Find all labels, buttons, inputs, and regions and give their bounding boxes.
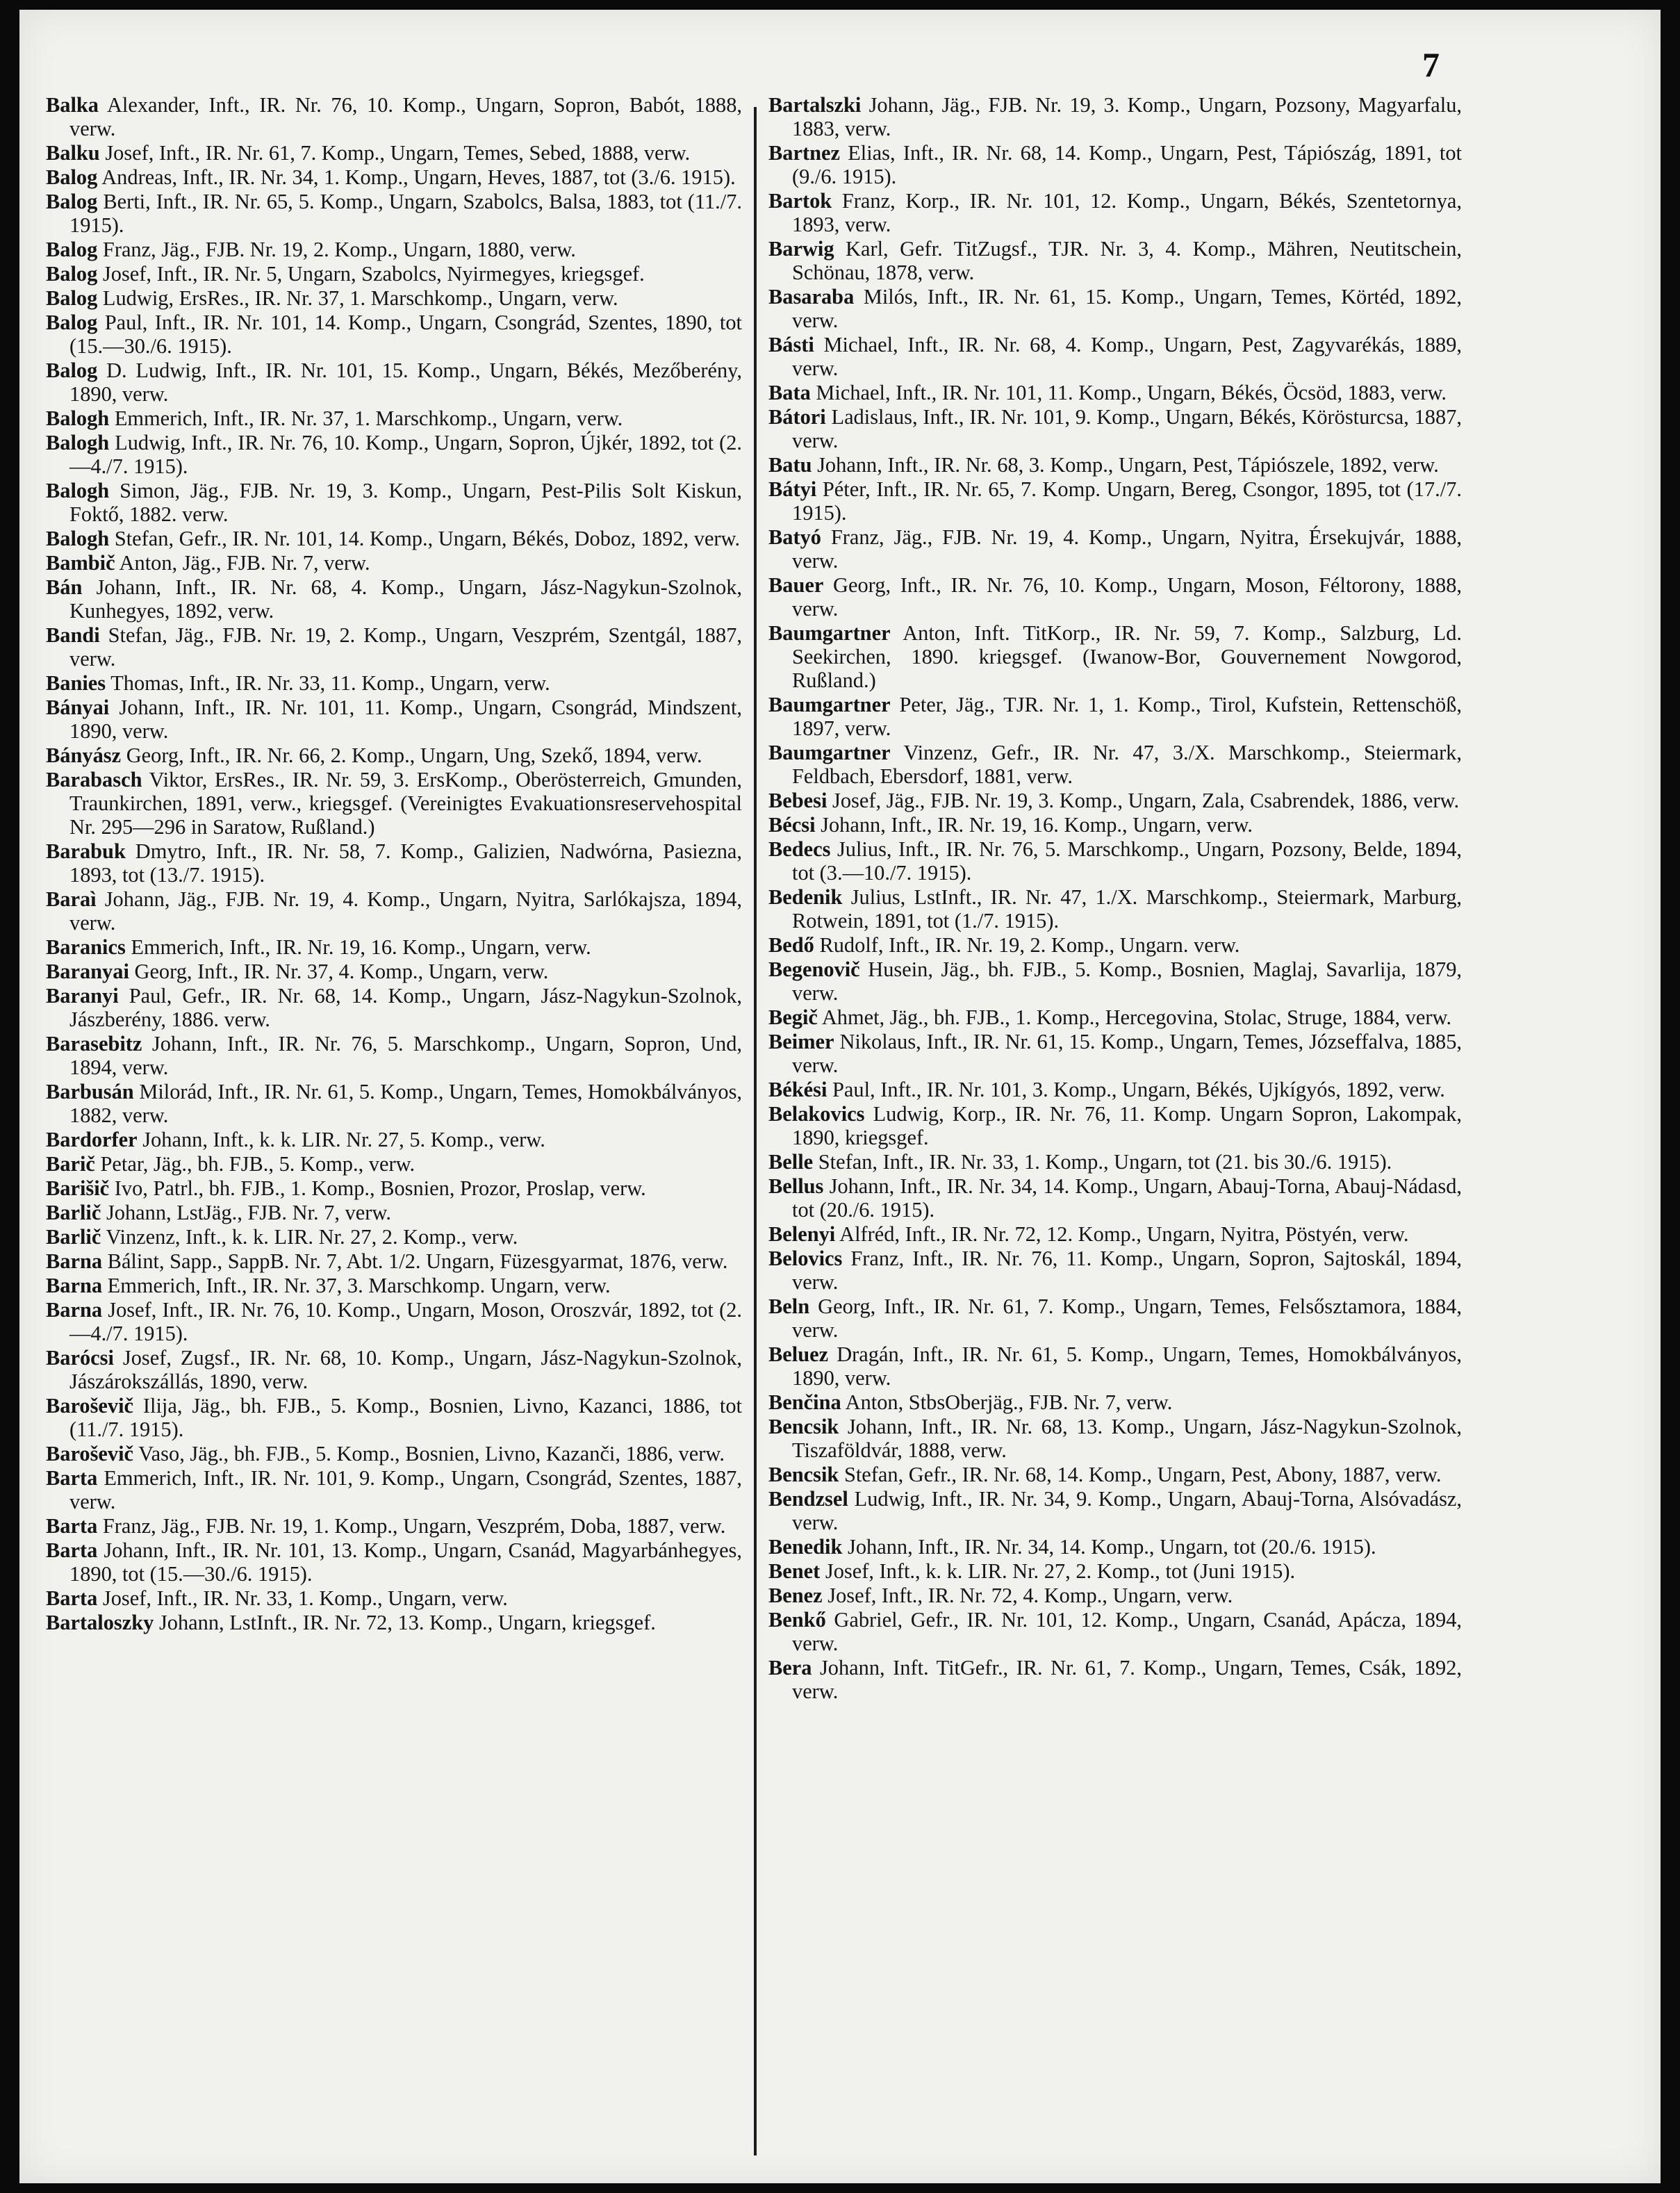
list-item: [46, 479, 742, 526]
surname: Bartaloszky: [46, 1611, 154, 1634]
entry-details: Anton, StbsOberjäg., FJB. Nr. 7, verw.: [845, 1390, 1173, 1414]
surname: Barič: [46, 1152, 95, 1176]
entry-details: Ilija, Jäg., bh. FJB., 5. Komp., Bosnien, Livno, Kazanci, 1886, tot (11./7. 1915).: [69, 1394, 742, 1441]
surname: Bedecs: [768, 837, 831, 861]
surname: Balog: [46, 238, 98, 261]
surname: Bendzsel: [768, 1487, 848, 1511]
entry-details: Elias, Inft., IR. Nr. 68, 14. Komp., Ungarn, Pest, Tápiószág, 1891, tot (9./6. 1915).: [792, 141, 1462, 188]
entry-details: Dmytro, Inft., IR. Nr. 58, 7. Komp., Galizien, Nadwórna, Pasiezna, 1893, tot (13./7. 1915).: [69, 839, 742, 887]
list-item: [46, 527, 742, 550]
list-item: [768, 141, 1462, 188]
surname: Bányai: [46, 696, 110, 719]
surname: Barta: [46, 1466, 98, 1490]
list-item: [768, 93, 1462, 140]
list-item: [46, 960, 742, 983]
entry-details: Georg, Inft., IR. Nr. 76, 10. Komp., Ungarn, Moson, Féltorony, 1888, verw.: [792, 573, 1462, 621]
list-item: [46, 141, 742, 165]
list-item: [46, 1152, 742, 1176]
list-item: [768, 958, 1462, 1005]
surname: Benedik: [768, 1535, 843, 1559]
surname: Bán: [46, 575, 83, 599]
list-item: [46, 935, 742, 959]
surname: Balog: [46, 190, 98, 213]
list-item: [46, 93, 742, 140]
list-item: [46, 165, 742, 189]
entry-details: Michael, Inft., IR. Nr. 101, 11. Komp., Ungarn, Békés, Öcsöd, 1883, verw.: [816, 381, 1447, 404]
surname: Barasebitz: [46, 1032, 142, 1056]
entry-details: Johann, LstJäg., FJB. Nr. 7, verw.: [106, 1201, 391, 1224]
surname: Barócsi: [46, 1346, 114, 1370]
surname: Barabuk: [46, 839, 126, 863]
entry-details: Josef, Inft., IR. Nr. 61, 7. Komp., Ungarn, Temes, Sebed, 1888, verw.: [105, 141, 691, 165]
list-item: [46, 1611, 742, 1634]
surname: Bátori: [768, 405, 826, 429]
entry-details: Georg, Inft., IR. Nr. 37, 4. Komp., Ungarn, verw.: [134, 960, 549, 983]
list-item: [768, 741, 1462, 788]
entry-details: Johann, Inft., k. k. LIR. Nr. 27, 5. Komp., verw.: [142, 1128, 545, 1151]
entry-details: Emmerich, Inft., IR. Nr. 37, 3. Marschkomp. Ungarn, verw.: [107, 1274, 611, 1297]
list-item: [46, 575, 742, 623]
list-item: [768, 477, 1462, 525]
entry-details: Ladislaus, Inft., IR. Nr. 101, 9. Komp., Ungarn, Békés, Körösturcsa, 1887, verw.: [792, 405, 1462, 452]
entry-details: Péter, Inft., IR. Nr. 65, 7. Komp. Ungarn, Bereg, Csongor, 1895, tot (17./7. 1915).: [792, 477, 1462, 525]
surname: Basaraba: [768, 285, 855, 309]
list-item: [768, 1342, 1462, 1390]
entry-details: Johann, Inft., IR. Nr. 34, 14. Komp., Ungarn, Abauj-Torna, Abauj-Nádasd, tot (20./6. 1915).: [792, 1174, 1462, 1222]
entry-details: Franz, Korp., IR. Nr. 101, 12. Komp., Ungarn, Békés, Szentetornya, 1893, verw.: [792, 189, 1462, 236]
entry-details: Johann, Jäg., FJB. Nr. 19, 4. Komp., Ungarn, Nyitra, Sarlókajsza, 1894, verw.: [69, 887, 742, 935]
list-item: [768, 189, 1462, 236]
surname: Barbusán: [46, 1080, 134, 1103]
entry-details: D. Ludwig, Inft., IR. Nr. 101, 15. Komp., Ungarn, Békés, Mezőberény, 1890, verw.: [69, 359, 742, 406]
entry-details: Alexander, Inft., IR. Nr. 76, 10. Komp., Ungarn, Sopron, Babót, 1888, verw.: [69, 93, 742, 140]
list-item: [46, 1176, 742, 1200]
surname: Bandi: [46, 623, 100, 647]
entry-details: Johann, Inft., IR. Nr. 34, 14. Komp., Ungarn, tot (20./6. 1915).: [848, 1535, 1376, 1559]
entry-details: Stefan, Gefr., IR. Nr. 68, 14. Komp., Ungarn, Pest, Abony, 1887, verw.: [843, 1463, 1442, 1486]
entry-details: Thomas, Inft., IR. Nr. 33, 11. Komp., Ungarn, verw.: [110, 671, 550, 695]
surname: Benčina: [768, 1390, 841, 1414]
list-item: [768, 381, 1462, 404]
surname: Baranics: [46, 935, 126, 959]
list-item: [46, 1225, 742, 1249]
entry-details: Ludwig, Inft., IR. Nr. 34, 9. Komp., Ungarn, Abauj-Torna, Alsóvadász, verw.: [792, 1487, 1462, 1534]
list-item: [46, 1586, 742, 1610]
list-item: [768, 693, 1462, 740]
entry-details: Nikolaus, Inft., IR. Nr. 61, 15. Komp., Ungarn, Temes, Józseffalva, 1885, verw.: [792, 1030, 1462, 1077]
list-item: [768, 237, 1462, 284]
entry-details: Emmerich, Inft., IR. Nr. 19, 16. Komp., Ungarn, verw.: [131, 935, 591, 959]
entry-details: Ivo, Patrl., bh. FJB., 1. Komp., Bosnien, Prozor, Proslap, verw.: [114, 1176, 646, 1200]
list-item: [768, 525, 1462, 573]
entry-details: Dragán, Inft., IR. Nr. 61, 5. Komp., Ungarn, Temes, Homokbálványos, 1890, verw.: [792, 1342, 1462, 1390]
surname: Balogh: [46, 479, 110, 502]
surname: Baumgartner: [768, 741, 891, 764]
surname: Belle: [768, 1150, 814, 1174]
surname: Bécsi: [768, 813, 816, 837]
entry-details: Emmerich, Inft., IR. Nr. 101, 9. Komp., Ungarn, Csongrád, Szentes, 1887, verw.: [69, 1466, 742, 1513]
surname: Bedő: [768, 933, 814, 957]
surname: Básti: [768, 333, 814, 356]
entry-details: Franz, Jäg., FJB. Nr. 19, 4. Komp., Ungarn, Nyitra, Érsekujvár, 1888, verw.: [792, 525, 1462, 573]
entry-details: Johann, LstInft., IR. Nr. 72, 13. Komp., Ungarn, kriegsgef.: [158, 1611, 656, 1634]
page-number: 7: [1422, 45, 1440, 84]
surname: Barlič: [46, 1201, 101, 1224]
entry-details: Johann, Inft., IR. Nr. 19, 16. Komp., Ungarn, verw.: [821, 813, 1253, 837]
surname: Belakovics: [768, 1102, 865, 1126]
surname: Bebesi: [768, 789, 827, 812]
list-item: [768, 405, 1462, 452]
entry-details: Michael, Inft., IR. Nr. 68, 4. Komp., Ungarn, Pest, Zagyvarékás, 1889, verw.: [792, 333, 1462, 380]
entry-details: Alfréd, Inft., IR. Nr. 72, 12. Komp., Ungarn, Nyitra, Pöstyén, verw.: [839, 1222, 1409, 1246]
surname: Bardorfer: [46, 1128, 138, 1151]
entry-details: Franz, Jäg., FJB. Nr. 19, 2. Komp., Ungarn, 1880, verw.: [102, 238, 576, 261]
list-item: [46, 359, 742, 406]
entry-details: Johann, Inft., IR. Nr. 101, 11. Komp., Ungarn, Csongrád, Mindszent, 1890, verw.: [69, 696, 742, 743]
list-item: [46, 406, 742, 430]
list-item: [46, 623, 742, 671]
list-item: [46, 1394, 742, 1441]
surname: Begič: [768, 1005, 818, 1029]
list-item: [768, 837, 1462, 885]
surname: Bellus: [768, 1174, 824, 1198]
list-item: [46, 238, 742, 261]
surname: Bata: [768, 381, 811, 404]
list-item: [768, 573, 1462, 621]
surname: Baranyai: [46, 960, 129, 983]
list-item: [768, 1415, 1462, 1462]
surname: Baumgartner: [768, 621, 891, 645]
entry-details: Josef, Inft., IR. Nr. 33, 1. Komp., Ungarn, verw.: [102, 1586, 508, 1610]
entry-details: Johann, Inft., IR. Nr. 101, 13. Komp., Ungarn, Csanád, Magyarbánhegyes, 1890, tot (15.—30./6. 1915).: [69, 1538, 742, 1586]
surname: Barwig: [768, 237, 834, 261]
list-item: [46, 887, 742, 935]
surname: Barta: [46, 1538, 98, 1562]
entry-details: Josef, Inft., k. k. LIR. Nr. 27, 2. Komp., tot (Juni 1915).: [825, 1559, 1296, 1583]
list-item: [46, 1201, 742, 1224]
list-item: [46, 1538, 742, 1586]
list-item: [768, 885, 1462, 933]
list-item: [768, 1078, 1462, 1101]
entry-details: Husein, Jäg., bh. FJB., 5. Komp., Bosnien, Maglaj, Savarlija, 1879, verw.: [792, 958, 1462, 1005]
surname: Bedenik: [768, 885, 843, 909]
surname: Barta: [46, 1586, 98, 1610]
surname: Bencsik: [768, 1463, 839, 1486]
surname: Balku: [46, 141, 100, 165]
list-item: [768, 1584, 1462, 1607]
surname: Balog: [46, 311, 98, 334]
list-item: [768, 933, 1462, 957]
list-item: [768, 1535, 1462, 1559]
list-item: [768, 285, 1462, 332]
right-column: [768, 93, 1462, 2168]
entry-details: Ludwig, Korp., IR. Nr. 76, 11. Komp. Ungarn Sopron, Lakompak, 1890, kriegsgef.: [792, 1102, 1462, 1149]
list-item: [768, 453, 1462, 477]
entry-details: Josef, Inft., IR. Nr. 76, 10. Komp., Ungarn, Moson, Oroszvár, 1892, tot (2.—4./7. 1915).: [69, 1298, 742, 1345]
entry-details: Milorád, Inft., IR. Nr. 61, 5. Komp., Ungarn, Temes, Homokbálványos, 1882, verw.: [69, 1080, 742, 1127]
surname: Balogh: [46, 431, 110, 454]
entry-details: Karl, Gefr. TitZugsf., TJR. Nr. 3, 4. Komp., Mähren, Neutitschein, Schönau, 1878, verw.: [792, 237, 1462, 284]
surname: Banies: [46, 671, 106, 695]
list-item: [46, 744, 742, 767]
entry-details: Georg, Inft., IR. Nr. 66, 2. Komp., Ungarn, Ung, Szekő, 1894, verw.: [126, 744, 702, 767]
surname: Beimer: [768, 1030, 834, 1053]
entry-details: Stefan, Inft., IR. Nr. 33, 1. Komp., Ungarn, tot (21. bis 30./6. 1915).: [818, 1150, 1392, 1174]
list-item: [768, 1608, 1462, 1655]
entry-details: Milós, Inft., IR. Nr. 61, 15. Komp., Ungarn, Temes, Körtéd, 1892, verw.: [792, 285, 1462, 332]
surname: Benez: [768, 1584, 823, 1607]
entry-details: Josef, Inft., IR. Nr. 72, 4. Komp., Ungarn, verw.: [827, 1584, 1233, 1607]
list-item: [768, 1463, 1462, 1486]
surname: Benkő: [768, 1608, 826, 1632]
entry-details: Franz, Inft., IR. Nr. 76, 11. Komp., Ungarn, Sopron, Sajtoskál, 1894, verw.: [792, 1247, 1462, 1294]
entry-details: Paul, Gefr., IR. Nr. 68, 14. Komp., Ungarn, Jász-Nagykun-Szolnok, Jászberény, 1886. verw.: [69, 984, 742, 1031]
list-item: [768, 1559, 1462, 1583]
entry-details: Johann, Inft., IR. Nr. 76, 5. Marschkomp., Ungarn, Sopron, Und, 1894, verw.: [69, 1032, 742, 1079]
entry-details: Petar, Jäg., bh. FJB., 5. Komp., verw.: [100, 1152, 415, 1176]
list-item: [768, 1222, 1462, 1246]
list-item: [768, 1295, 1462, 1342]
entry-details: Julius, Inft., IR. Nr. 76, 5. Marschkomp., Ungarn, Pozsony, Belde, 1894, tot (3.—10./7. 1915).: [792, 837, 1462, 885]
surname: Baroševič: [46, 1394, 134, 1418]
entry-details: Johann, Inft., IR. Nr. 68, 3. Komp., Ungarn, Pest, Tápiószele, 1892, verw.: [817, 453, 1439, 477]
list-item: [768, 1030, 1462, 1077]
list-item: [768, 813, 1462, 837]
list-item: [768, 1174, 1462, 1222]
surname: Bartok: [768, 189, 832, 213]
entry-details: Ahmet, Jäg., bh. FJB., 1. Komp., Hercegovina, Stolac, Struge, 1884, verw.: [821, 1005, 1452, 1029]
entry-details: Johann, Inft., IR. Nr. 68, 4. Komp., Ungarn, Jász-Nagykun-Szolnok, Kunhegyes, 1892, verw.: [69, 575, 742, 623]
surname: Baranyi: [46, 984, 119, 1008]
list-item: [46, 1298, 742, 1345]
entry-details: Vaso, Jäg., bh. FJB., 5. Komp., Bosnien, Livno, Kazanči, 1886, verw.: [138, 1442, 725, 1465]
surname: Bambič: [46, 551, 115, 575]
surname: Balog: [46, 359, 98, 382]
surname: Bátyi: [768, 477, 817, 501]
list-item: [46, 311, 742, 358]
surname: Balog: [46, 262, 98, 286]
list-item: [768, 1487, 1462, 1534]
list-item: [46, 1466, 742, 1513]
surname: Belovics: [768, 1247, 843, 1270]
surname: Balog: [46, 165, 98, 189]
surname: Baraì: [46, 887, 97, 911]
surname: Baroševič: [46, 1442, 134, 1465]
surname: Bartalszki: [768, 93, 862, 117]
column-divider: [754, 107, 757, 2155]
entry-details: Gabriel, Gefr., IR. Nr. 101, 12. Komp., Ungarn, Csanád, Apácza, 1894, verw.: [792, 1608, 1462, 1655]
entry-details: Simon, Jäg., FJB. Nr. 19, 3. Komp., Ungarn, Pest-Pilis Solt Kiskun, Foktő, 1882. verw.: [69, 479, 742, 526]
entry-details: Johann, Jäg., FJB. Nr. 19, 3. Komp., Ungarn, Pozsony, Magyarfalu, 1883, verw.: [792, 93, 1462, 140]
surname: Barna: [46, 1274, 103, 1297]
entry-details: Anton, Inft. TitKorp., IR. Nr. 59, 7. Komp., Salzburg, Ld. Seekirchen, 1890. kriegsgef. (Iwanow-Bor, Gouvernement Nowgorod, Rußland.): [792, 621, 1462, 692]
surname: Batyó: [768, 525, 821, 549]
surname: Bera: [768, 1656, 812, 1679]
surname: Békési: [768, 1078, 827, 1101]
surname: Begenovič: [768, 958, 860, 981]
entry-details: Viktor, ErsRes., IR. Nr. 59, 3. ErsKomp., Oberösterreich, Gmunden, Traunkirchen, 1891, verw., kriegsgef. (Vereinigtes Evakuationsreservehospital Nr. 295—296 in Saratow, Rußland.): [69, 768, 742, 839]
list-item: [768, 1656, 1462, 1703]
list-item: [46, 1346, 742, 1393]
entry-details: Emmerich, Inft., IR. Nr. 37, 1. Marschkomp., Ungarn, verw.: [114, 406, 623, 430]
list-item: [46, 696, 742, 743]
surname: Baumgartner: [768, 693, 891, 716]
entry-details: Josef, Jäg., FJB. Nr. 19, 3. Komp., Ungarn, Zala, Csabrendek, 1886, verw.: [832, 789, 1460, 812]
surname: Bányász: [46, 744, 122, 767]
list-item: [46, 671, 742, 695]
entry-details: Anton, Jäg., FJB. Nr. 7, verw.: [119, 551, 370, 575]
surname: Barišič: [46, 1176, 110, 1200]
surname: Benet: [768, 1559, 821, 1583]
entry-details: Franz, Jäg., FJB. Nr. 19, 1. Komp., Ungarn, Veszprém, Doba, 1887, verw.: [102, 1514, 726, 1538]
entry-details: Julius, LstInft., IR. Nr. 47, 1./X. Marschkomp., Steiermark, Marburg, Rotwein, 1891, tot (1./7. 1915).: [792, 885, 1462, 933]
list-item: [768, 1150, 1462, 1174]
entry-details: Stefan, Gefr., IR. Nr. 101, 14. Komp., Ungarn, Békés, Doboz, 1892, verw.: [114, 527, 741, 550]
surname: Bencsik: [768, 1415, 839, 1438]
entry-details: Andreas, Inft., IR. Nr. 34, 1. Komp., Ungarn, Heves, 1887, tot (3./6. 1915).: [101, 165, 736, 189]
list-item: [46, 431, 742, 478]
surname: Belenyi: [768, 1222, 836, 1246]
entry-details: Vinzenz, Gefr., IR. Nr. 47, 3./X. Marschkomp., Steiermark, Feldbach, Ebersdorf, 1881, verw.: [792, 741, 1462, 788]
entry-details: Vinzenz, Inft., k. k. LIR. Nr. 27, 2. Komp., verw.: [106, 1225, 518, 1249]
entry-details: Ludwig, Inft., IR. Nr. 76, 10. Komp., Ungarn, Sopron, Újkér, 1892, tot (2.—4./7. 1915).: [69, 431, 742, 478]
list-item: [768, 1005, 1462, 1029]
list-item: [46, 286, 742, 310]
list-item: [46, 1080, 742, 1127]
surname: Balog: [46, 286, 98, 310]
document-page: [19, 10, 1661, 2183]
surname: Barta: [46, 1514, 98, 1538]
surname: Batu: [768, 453, 812, 477]
entry-details: Georg, Inft., IR. Nr. 61, 7. Komp., Ungarn, Temes, Felsősztamora, 1884, verw.: [792, 1295, 1462, 1342]
entry-details: Berti, Inft., IR. Nr. 65, 5. Komp., Ungarn, Szabolcs, Balsa, 1883, tot (11./7. 1915).: [69, 190, 742, 237]
list-item: [46, 1514, 742, 1538]
list-item: [768, 1247, 1462, 1294]
surname: Barabasch: [46, 768, 142, 791]
surname: Barlič: [46, 1225, 101, 1249]
left-column: [46, 93, 742, 2168]
list-item: [46, 190, 742, 237]
entry-details: Bálint, Sapp., SappB. Nr. 7, Abt. 1/2. Ungarn, Füzesgyarmat, 1876, verw.: [107, 1249, 728, 1273]
entry-details: Josef, Inft., IR. Nr. 5, Ungarn, Szabolcs, Nyirmegyes, kriegsgef.: [102, 262, 645, 286]
surname: Bartnez: [768, 141, 840, 165]
list-item: [768, 1390, 1462, 1414]
list-item: [46, 1032, 742, 1079]
list-item: [46, 551, 742, 575]
entry-details: Rudolf, Inft., IR. Nr. 19, 2. Komp., Ungarn. verw.: [819, 933, 1240, 957]
list-item: [46, 262, 742, 286]
list-item: [768, 1102, 1462, 1149]
surname: Beln: [768, 1295, 810, 1318]
entry-details: Paul, Inft., IR. Nr. 101, 3. Komp., Ungarn, Békés, Ujkígyós, 1892, verw.: [832, 1078, 1445, 1101]
entry-details: Stefan, Jäg., FJB. Nr. 19, 2. Komp., Ungarn, Veszprém, Szentgál, 1887, verw.: [69, 623, 742, 671]
list-item: [46, 1274, 742, 1297]
list-item: [46, 984, 742, 1031]
surname: Balogh: [46, 406, 110, 430]
surname: Balka: [46, 93, 99, 117]
list-item: [768, 333, 1462, 380]
surname: Bauer: [768, 573, 824, 597]
list-item: [46, 1128, 742, 1151]
entry-details: Johann, Inft., IR. Nr. 68, 13. Komp., Ungarn, Jász-Nagykun-Szolnok, Tiszaföldvár, 1888, verw.: [792, 1415, 1462, 1462]
surname: Balogh: [46, 527, 110, 550]
entry-details: Ludwig, ErsRes., IR. Nr. 37, 1. Marschkomp., Ungarn, verw.: [102, 286, 618, 310]
list-item: [46, 1249, 742, 1273]
list-item: [768, 789, 1462, 812]
entry-details: Peter, Jäg., TJR. Nr. 1, 1. Komp., Tirol, Kufstein, Rettenschöß, 1897, verw.: [792, 693, 1462, 740]
list-item: [46, 768, 742, 839]
surname: Beluez: [768, 1342, 829, 1366]
list-item: [46, 839, 742, 887]
entry-details: Josef, Zugsf., IR. Nr. 68, 10. Komp., Ungarn, Jász-Nagykun-Szolnok, Jászárokszállás, 1890, verw.: [69, 1346, 742, 1393]
entry-details: Johann, Inft. TitGefr., IR. Nr. 61, 7. Komp., Ungarn, Temes, Csák, 1892, verw.: [792, 1656, 1462, 1703]
surname: Barna: [46, 1298, 103, 1322]
entry-details: Paul, Inft., IR. Nr. 101, 14. Komp., Ungarn, Csongrád, Szentes, 1890, tot (15.—30./6. 1915).: [69, 311, 742, 358]
list-item: [768, 621, 1462, 692]
surname: Barna: [46, 1249, 103, 1273]
list-item: [46, 1442, 742, 1465]
